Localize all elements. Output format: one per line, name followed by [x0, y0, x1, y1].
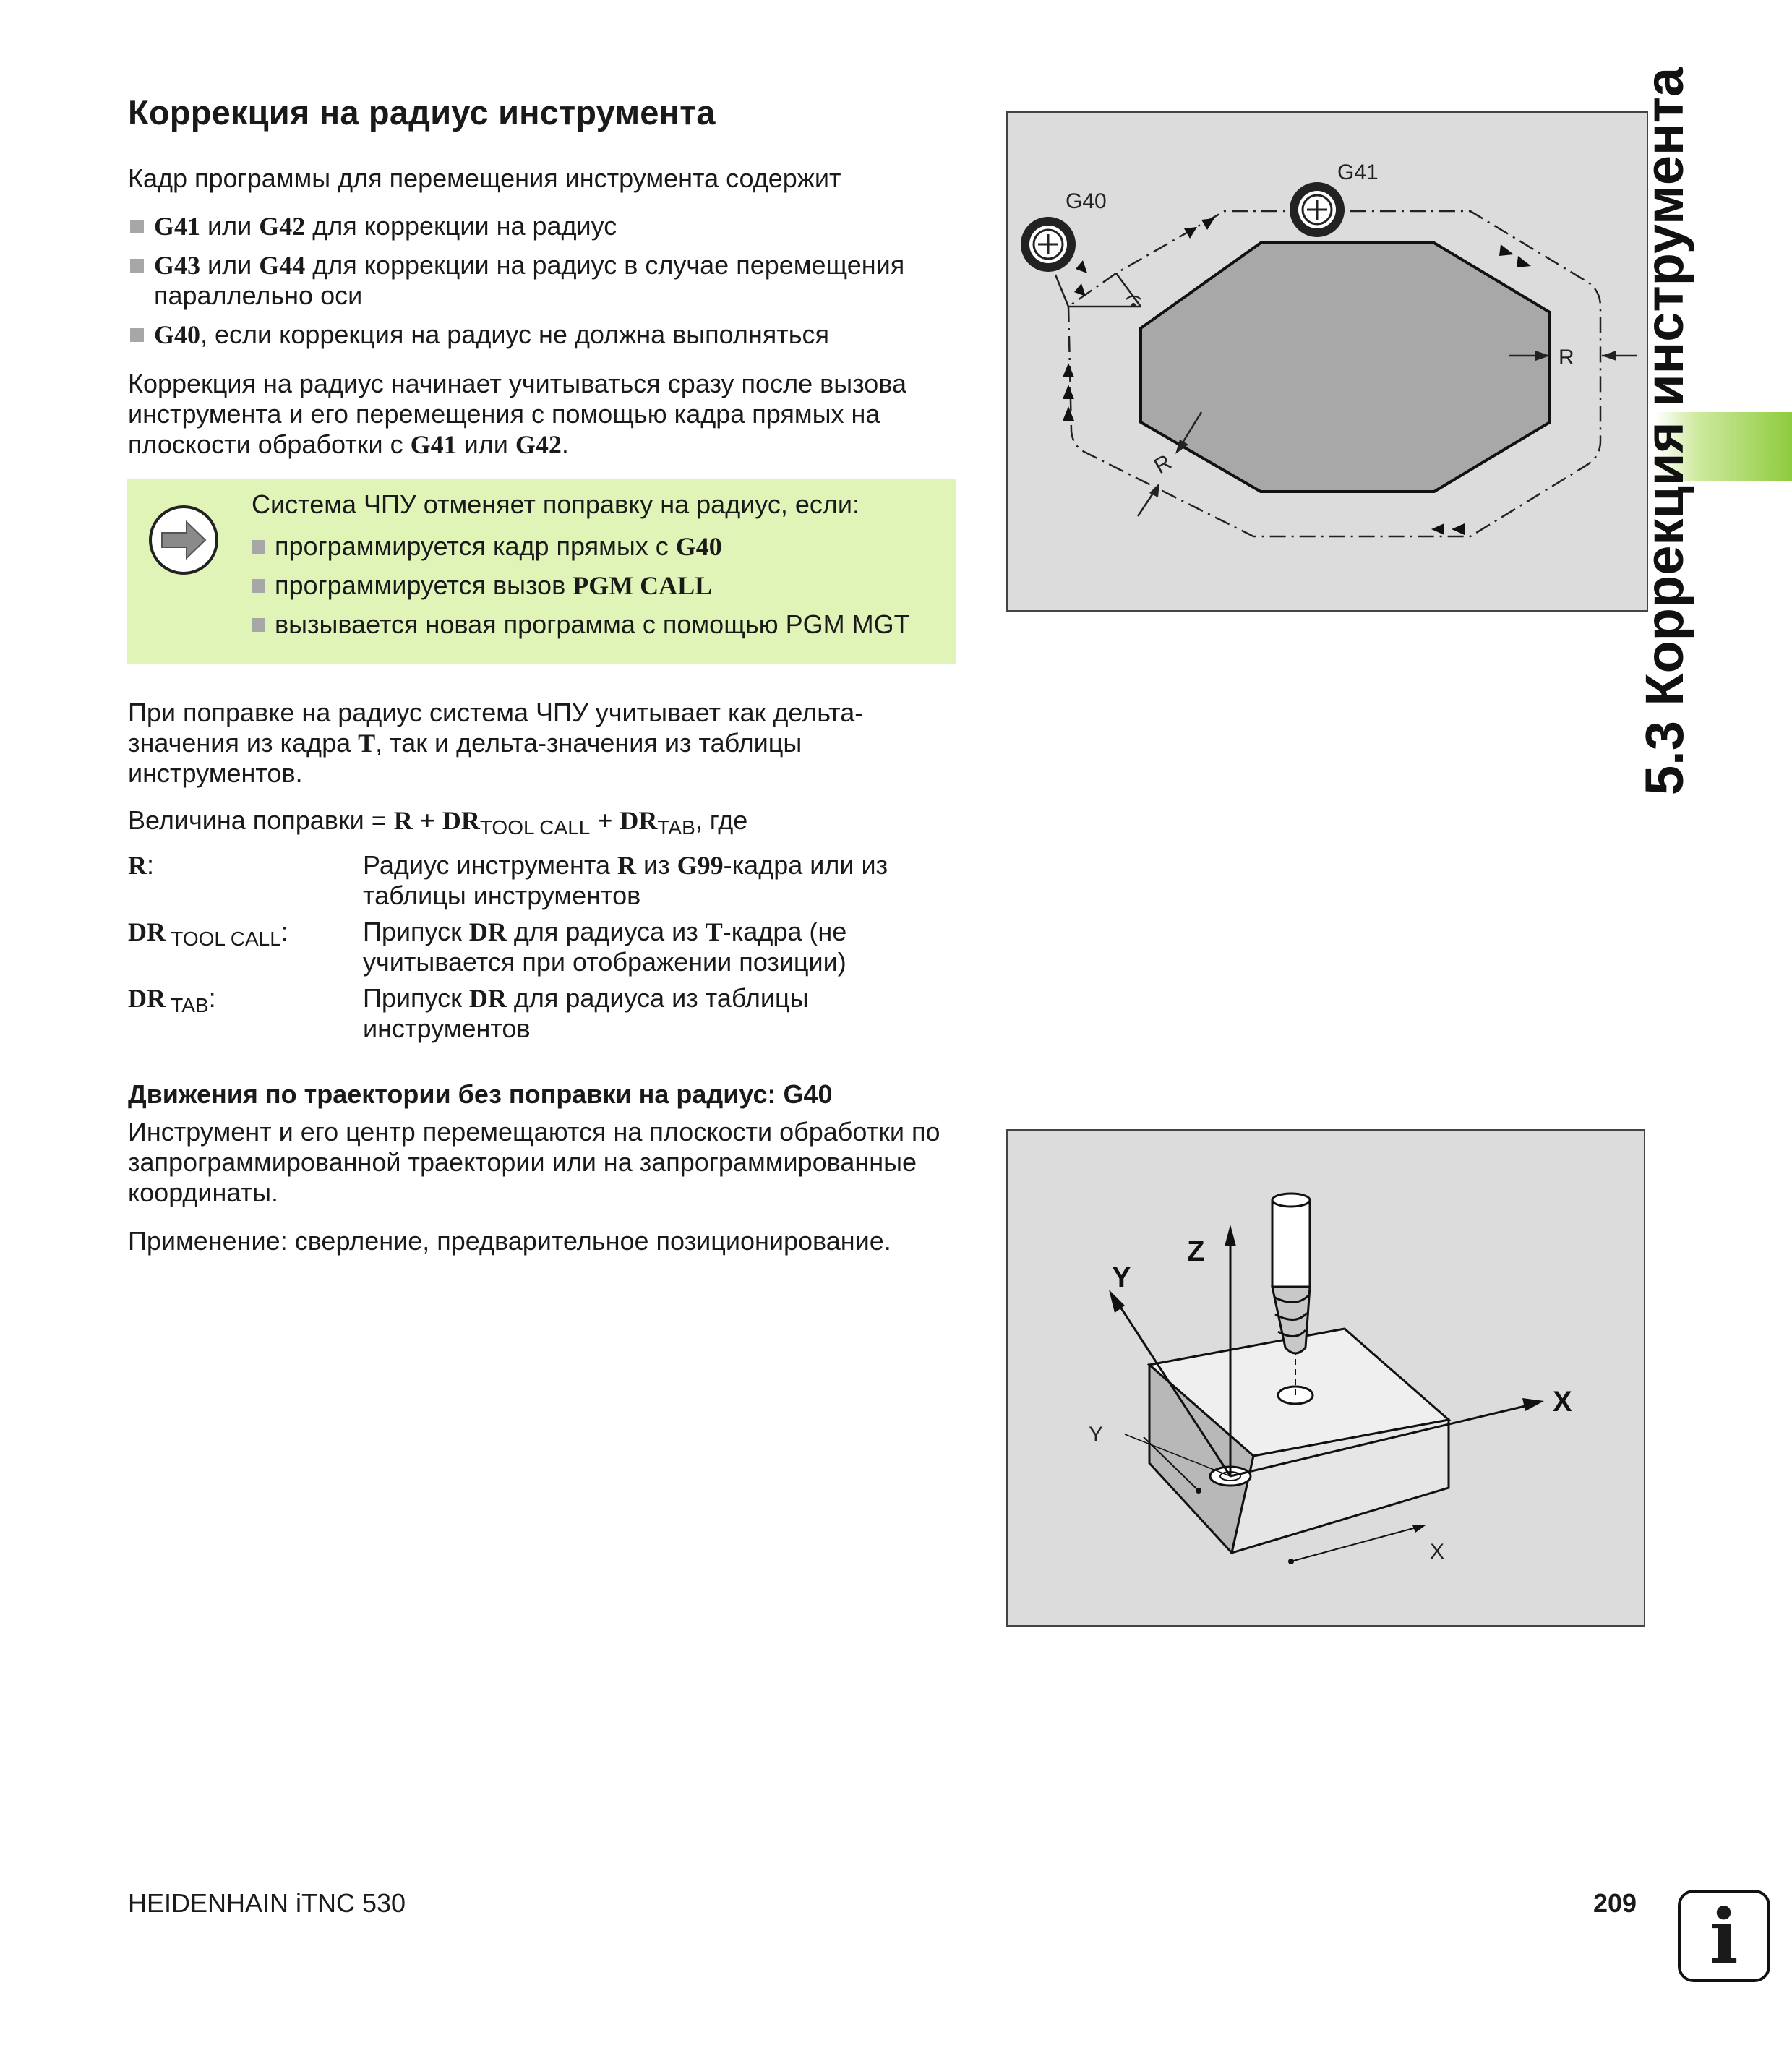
- definitions: [128, 850, 959, 1050]
- section2-heading: Движения по траектории без поправки на радиус: G40: [128, 1079, 833, 1109]
- list-item: программируется вызов PGM CALL: [252, 570, 910, 601]
- section2-usage: Применение: сверление, предварительное позиционирование.: [128, 1226, 891, 1256]
- label-axis-z: Z: [1187, 1235, 1205, 1267]
- paragraph-radius-start: Коррекция на радиус начинает учитываться сразу после вызова инструмента и его перемещения с помощью кадра прямых на плоскости обработки с G41 или G42.: [128, 369, 906, 459]
- drill-shank: [1272, 1200, 1310, 1287]
- list-item: G43 или G44 для коррекции на радиус в случае перемещения параллельно оси: [128, 250, 959, 311]
- approach-line: [1116, 273, 1141, 307]
- label-dim-x: X: [1430, 1540, 1445, 1564]
- label-r-left: R: [1150, 450, 1176, 479]
- list-item: G41 или G42 для коррекции на радиус: [128, 211, 959, 241]
- def-r: R: Радиус инструмента R из G99-кадра или из таблицы инструментов: [128, 850, 888, 910]
- tool-g41-icon: [1290, 182, 1345, 237]
- list-item: G40, если коррекция на радиус не должна выполняться: [128, 320, 959, 350]
- page-heading: Коррекция на радиус инструмента: [128, 93, 716, 132]
- section2-paragraph: Инструмент и его центр перемещаются на плоскости обработки по запрограммированной траектории или на запрограммированные координаты.: [128, 1117, 940, 1207]
- list-item: программируется кадр прямых с G40: [252, 531, 910, 562]
- approach-line: [1055, 275, 1068, 307]
- list-item: вызывается новая программа с помощью PGM MGT: [252, 609, 910, 640]
- paragraph-delta: При поправке на радиус система ЧПУ учитывает как дельта-значения из кадра T, так и дельта-значения из таблицы инструментов.: [128, 698, 864, 788]
- codes-list: [128, 211, 959, 359]
- intro-text: Кадр программы для перемещения инструмента содержит: [128, 163, 841, 193]
- label-g40: G40: [1066, 189, 1107, 213]
- figure-g40-drilling: [1006, 1129, 1645, 1627]
- chapter-sidebar-title: 5.3 Коррекция инструмента: [1634, 67, 1694, 795]
- note-lead: Система ЧПУ отменяет поправку на радиус, если:: [252, 489, 860, 519]
- figure-radius-compensation: [1006, 111, 1648, 612]
- note-list: [252, 531, 910, 648]
- def-dr-tool-call: DR $_{TOOL CALL}$: Припуск DR для радиуса из T-кадра (не учитывается при отображении позиции): [128, 917, 847, 977]
- label-g41: G41: [1337, 160, 1379, 184]
- workpiece-shape: [1141, 243, 1550, 492]
- info-icon: i: [1678, 1890, 1770, 1982]
- label-dim-y: Y: [1089, 1423, 1104, 1447]
- def-dr-tab: DR $_{TAB}$: Припуск DR для радиуса из таблицы инструментов: [128, 983, 809, 1043]
- tool-g40-icon: [1021, 217, 1076, 272]
- page-number: 209: [1593, 1888, 1637, 1918]
- footer-product: HEIDENHAIN iTNC 530: [128, 1888, 406, 1918]
- formula: Величина поправки = $R + DR_{TOOL CALL} + DR_{TAB}$, где: [128, 805, 748, 839]
- label-r-right: R: [1559, 346, 1574, 369]
- label-axis-x: X: [1553, 1386, 1572, 1418]
- arrow-right-icon: [146, 502, 221, 578]
- label-axis-y: Y: [1112, 1261, 1131, 1293]
- note-box: [127, 479, 956, 664]
